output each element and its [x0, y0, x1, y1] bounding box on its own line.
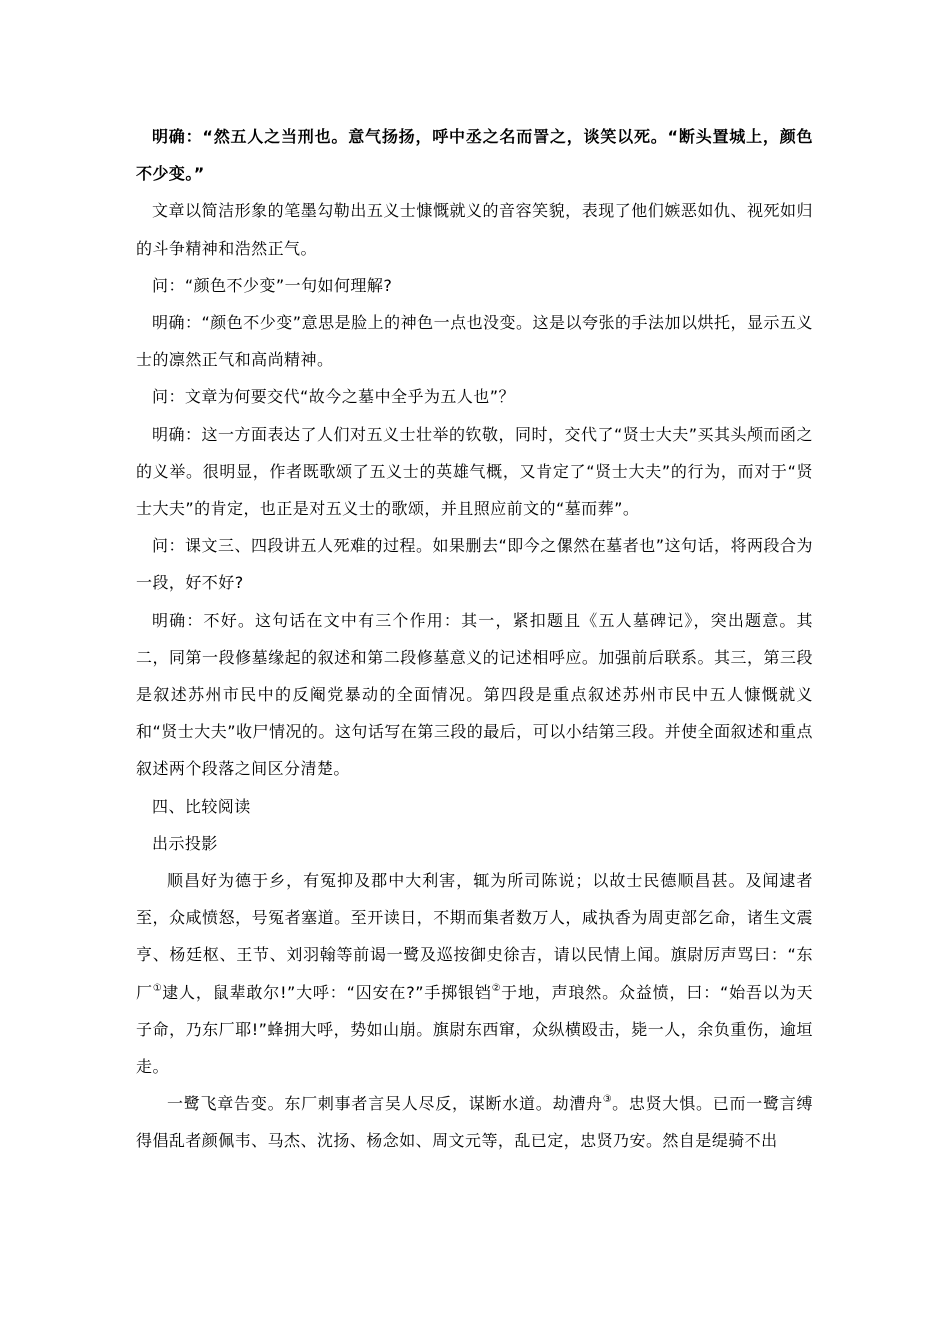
passage-2-text-a: 一鹭飞章告变。东厂刺事者言吴人尽反，谋断水道。劫漕舟 — [167, 1094, 603, 1114]
passage-paragraph-1 — [136, 862, 813, 1085]
passage-2-text-b: 。忠贤大惧。已而一鹭言缚得倡乱者颜佩韦、马杰、沈扬、杨念如、周文元等，乱已定，忠贤乃安。然自是缇骑不出 — [136, 1094, 813, 1151]
paragraph-answer-1: 明确：“然五人之当刑也。意气扬扬，呼中丞之名而詈之，谈笑以死。“断头置城上，颜色不少变。” — [136, 127, 813, 184]
passage-1-text-a: 顺昌好为德于乡，有冤抑及郡中大利害，辄为所司陈说；以故士民德顺昌甚。及闻逮者至，众咸愤怒，号冤者塞道。至开读日，不期而集者数万人，咸执香为周吏部乞命，诸生文震亨、杨廷枢、王节、刘羽翰等前谒一鹭及巡按御史徐吉，请以民情上闻。旗尉厉声骂曰：“东厂 — [136, 871, 813, 1002]
footnote-marker-3: ③ — [602, 1094, 613, 1106]
paragraph-answer-2: 明确：“颜色不少变”意思是脸上的神色一点也没变。这是以夸张的手法加以烘托，显示五义士的凛然正气和高尚精神。 — [136, 313, 813, 370]
passage-paragraph-2 — [136, 1085, 813, 1159]
paragraph-answer-4: 明确：不好。这句话在文中有三个作用：其一，紧扣题且《五人墓碑记》，突出题意。其二，同第一段修墓缘起的叙述和第二段修墓意义的记述相呼应。加强前后联系。其三，第三段是叙述苏州市民中的反阉党暴动的全面情况。第四段是重点叙述苏州市民中五人慷慨就义和“贤士大夫”收尸情况的。这句话写在第三段的最后，可以小结第三段。并使全面叙述和重点叙述两个段落之间区分清楚。 — [136, 610, 813, 779]
footnote-marker-2: ② — [491, 982, 502, 994]
passage-1-text-c: 于地，声琅然。众益愤，曰：“始吾以为天子命，乃东厂耶!”蜂拥大呼，势如山崩。旗尉东西窜，众纵横殴击，毙一人，余负重伤，逾垣走。 — [136, 982, 813, 1077]
section-heading-comparative-reading: 四、比较阅读 — [152, 796, 251, 816]
paragraph-question-2: 问：“颜色不少变”一句如何理解? — [152, 275, 393, 295]
document-page — [136, 118, 813, 1160]
paragraph-analysis: 文章以简洁形象的笔墨勾勒出五义士慷慨就义的音容笑貌，表现了他们嫉恶如仇、视死如归的斗争精神和浩然正气。 — [136, 201, 813, 258]
paragraph-question-3: 问：文章为何要交代“故今之墓中全乎为五人也”？ — [152, 387, 515, 407]
footnote-marker-1: ① — [152, 982, 163, 994]
paragraph-answer-3: 明确：这一方面表达了人们对五义士壮举的钦敬，同时，交代了“贤士大夫”买其头颅而函之的义举。很明显，作者既歌颂了五义士的英雄气概，又肯定了“贤士大夫”的行为，而对于“贤士大夫”的肯定，也正是对五义士的歌颂，并且照应前文的“墓而葬”。 — [136, 424, 813, 519]
paragraph-show-projection: 出示投影 — [152, 833, 218, 853]
passage-1-text-b: 逮人，鼠辈敢尔!”大呼：“囚安在?”手掷银铛 — [162, 982, 492, 1002]
paragraph-question-4: 问：课文三、四段讲五人死难的过程。如果删去“即今之傫然在墓者也”这句话，将两段合为一段，好不好? — [136, 536, 813, 593]
